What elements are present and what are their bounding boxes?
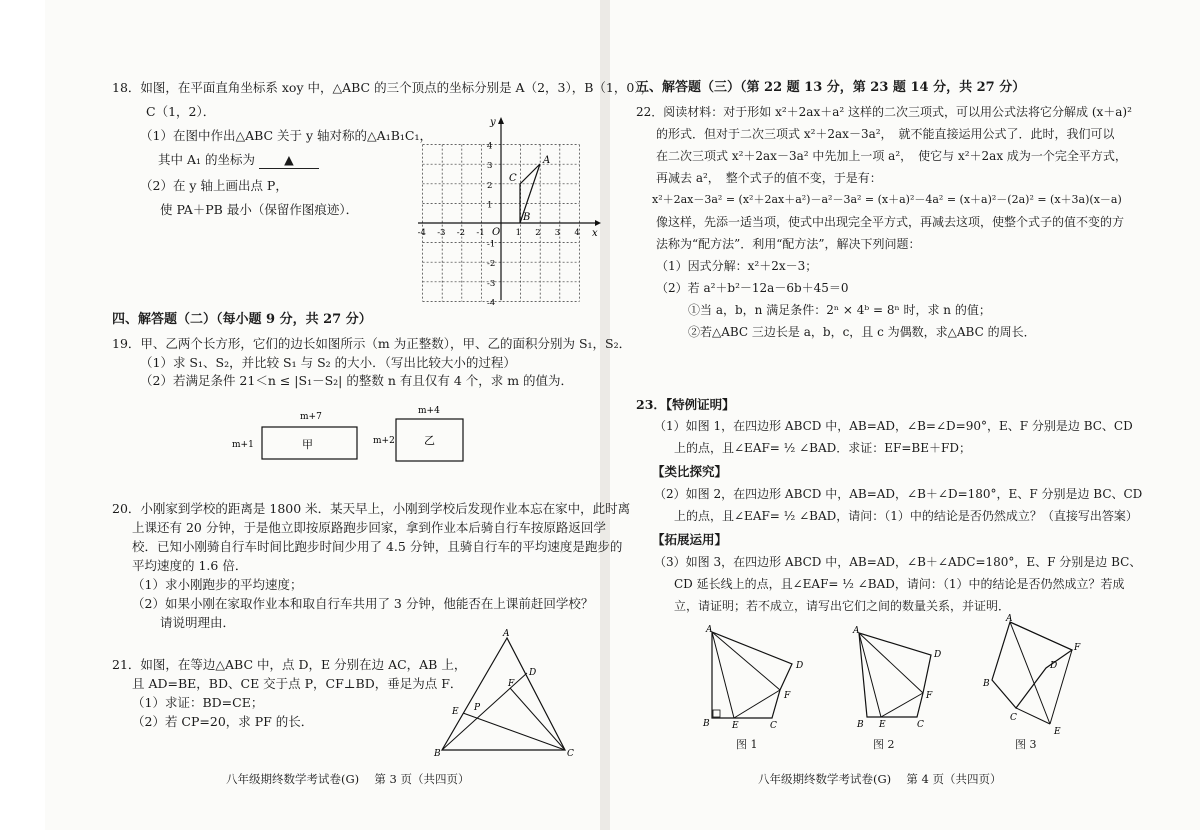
- q23-part2b: 上的点，且∠EAF= ½ ∠BAD，请问：（1）中的结论是否仍然成立？（直接写出答案）: [674, 509, 1138, 523]
- origin-label: O: [492, 227, 501, 238]
- label-e: E: [452, 707, 459, 717]
- x-tick-label: -4: [417, 228, 426, 238]
- q21-part1: （1）求证：BD=CE；: [132, 695, 264, 710]
- blank-triangle-icon: ▲: [284, 152, 294, 167]
- q22-part1: （1）因式分解：x²＋2x－3；: [656, 259, 818, 273]
- q20-line1: 20．小刚家到学校的距离是 1800 米．某天早上，小刚到学校后发现作业本忘在家中，此时离: [112, 501, 631, 516]
- q22-line5: x²＋2ax－3a² = (x²＋2ax＋a²)－a²－3a² = (x＋a)²－4a² = (x＋a)²－(2a)² = (x＋3a)(x－a): [652, 193, 1122, 206]
- figure-2-caption: 图 2: [873, 738, 895, 751]
- left-footer: 八年级期终数学考试卷(G) 第 3 页（共四页）: [226, 772, 470, 786]
- seg-ae-1: [712, 632, 734, 718]
- seg-ae-2: [859, 633, 881, 717]
- seg-af-1: [712, 632, 780, 690]
- q23-part1: （1）如图 1，在四边形 ABCD 中，AB=AD，∠B=∠D=90°，E、F 分别是边 BC、CD: [654, 419, 1133, 433]
- q23-subheading-2: 【类比探究】: [652, 464, 728, 479]
- y-tick-label: 1: [487, 200, 493, 211]
- q20-part2b: 请说明理由．: [160, 615, 236, 630]
- y-tick-label: -4: [487, 298, 496, 305]
- section-5-heading: 五、解答题（三）（第 22 题 13 分，第 23 题 14 分，共 27 分）: [636, 80, 1026, 95]
- y-axis-label: y: [490, 117, 496, 128]
- q19-part2: （2）若满足条件 21＜n ≤ |S₁－S₂| 的整数 n 有且仅有 4 个，求 m 的值为．: [140, 373, 574, 388]
- fig2-label-e: E: [879, 720, 886, 730]
- q18-part1b-text: 其中 A₁ 的坐标为: [158, 152, 255, 167]
- fig1-label-d: D: [796, 661, 804, 671]
- fig1-label-a: A: [706, 625, 713, 635]
- segment-ce: [463, 713, 565, 750]
- x-tick-label: -2: [456, 228, 466, 238]
- q21-part2: （2）若 CP=20，求 PF 的长．: [132, 714, 314, 729]
- q23-part3: （3）如图 3，在四边形 ABCD 中，AB=AD，∠B＋∠ADC=180°，E、F 分别是边 BC、: [654, 555, 1142, 569]
- figure-1-caption: 图 1: [736, 738, 758, 751]
- fig2-label-c: C: [917, 720, 924, 730]
- x-tick-label: 1: [515, 228, 522, 238]
- figure-2: [845, 625, 955, 730]
- q22-line3: 在二次三项式 x²＋2ax－3a² 中先加上一项 a²， 使它与 x²＋2ax 成为一个完全平方式，: [656, 149, 1127, 163]
- q21-line1: 21．如图，在等边△ABC 中，点 D，E 分别在边 AC，AB 上，: [112, 657, 467, 672]
- q18-line1: 18．如图，在平面直角坐标系 xoy 中，△ABC 的三个顶点的坐标分别是 A（2，3），B（1，0），: [112, 80, 654, 95]
- seg-ef-2: [881, 693, 923, 717]
- right-angle-b-icon: [713, 710, 720, 717]
- x-axis-label: x: [592, 228, 598, 239]
- q22-line4: 再减去 a²， 整个式子的值不变，于是有：: [656, 171, 882, 185]
- point-b-label: B: [523, 212, 531, 223]
- label-a: A: [503, 629, 510, 639]
- x-tick-label: 3: [554, 228, 561, 238]
- label-b: B: [434, 749, 441, 758]
- fig1-label-f: F: [784, 691, 791, 701]
- q18-part1: （1）在图中作出△ABC 关于 y 轴对称的△A₁B₁C₁，: [140, 128, 432, 143]
- fig3-label-f: F: [1074, 643, 1081, 653]
- q23-heading: 23．【特例证明】: [636, 397, 735, 412]
- q18-part2: （2）在 y 轴上画出点 P，: [140, 178, 288, 193]
- seg-af-2: [859, 633, 923, 693]
- x-tick-label: 2: [535, 228, 541, 238]
- label-c: C: [567, 749, 574, 758]
- label-d: D: [529, 668, 537, 678]
- q22-line7: 法称为“配方法”．利用“配方法”，解决下列问题：: [656, 237, 921, 251]
- fig2-label-b: B: [857, 720, 864, 730]
- point-c-label: C: [509, 173, 517, 184]
- q22-line2: 的形式．但对于二次三项式 x²＋2ax－3a²， 就不能直接运用公式了．此时，我们可以: [656, 127, 1115, 141]
- q21-line2: 且 AD=BE，BD、CE 交于点 P，CF⊥BD，垂足为点 F．: [132, 676, 463, 691]
- q21-equilateral-figure: [430, 628, 580, 758]
- fig2-label-f: F: [926, 691, 933, 701]
- rect-yi-side-label: m+2: [373, 436, 395, 446]
- answer-blank: [259, 152, 319, 169]
- fig1-label-b: B: [703, 719, 710, 729]
- q18-line2: C（1，2）．: [146, 104, 216, 119]
- fig1-label-e: E: [732, 721, 739, 731]
- label-p: P: [474, 703, 481, 713]
- fig2-label-d: D: [934, 650, 942, 660]
- y-tick-label: -3: [487, 278, 496, 289]
- fig1-label-c: C: [770, 721, 777, 731]
- y-tick-label: 2: [487, 180, 493, 191]
- y-tick-label: -2: [487, 259, 496, 270]
- q20-line4: 平均速度的 1.6 倍．: [132, 558, 248, 573]
- q23-part1b: 上的点，且∠EAF= ½ ∠BAD．求证：EF=BE＋FD；: [674, 441, 971, 455]
- figure-3-caption: 图 3: [1015, 738, 1037, 751]
- q22-part2a: ①当 a，b，n 满足条件：2ⁿ × 4ᵇ = 8ⁿ 时，求 n 的值；: [688, 303, 991, 317]
- q23-part3c: 立，请证明；若不成立，请写出它们之间的数量关系，并证明．: [674, 599, 1011, 613]
- q23-subheading-3: 【拓展运用】: [652, 532, 728, 547]
- x-tick-label: 4: [574, 228, 580, 238]
- q19-line1: 19．甲、乙两个长方形，它们的边长如图所示（m 为正整数），甲、乙的面积分别为 S₁，S₂．: [112, 336, 632, 351]
- q23-part2: （2）如图 2，在四边形 ABCD 中，AB=AD，∠B＋∠D=180°，E、F 分别是边 BC、CD: [654, 487, 1143, 501]
- x-axis-arrow-icon: [595, 220, 601, 226]
- y-axis-arrow-icon: [498, 117, 504, 124]
- q20-line2: 上课还有 20 分钟，于是他立即按原路跑步回家，拿到作业本后骑自行车按原路返回学: [132, 520, 606, 535]
- q18-part2b: 使 PA＋PB 最小（保留作图痕迹）．: [160, 202, 359, 217]
- q19-rectangles: [230, 405, 480, 465]
- section-4-heading: 四、解答题（二）（每小题 9 分，共 27 分）: [112, 312, 372, 327]
- y-tick-label: 3: [487, 161, 493, 172]
- q19-part1: （1）求 S₁、S₂，并比较 S₁ 与 S₂ 的大小．（写出比较大小的过程）: [140, 355, 516, 370]
- rect-yi-name: 乙: [424, 434, 435, 447]
- quad-abcd-3: [992, 622, 1072, 708]
- figure-1: [700, 622, 820, 732]
- y-tick-label: -1: [487, 239, 496, 250]
- quad-abcd-1: [712, 632, 792, 718]
- x-tick-label: -1: [476, 228, 485, 238]
- fig3-label-b: B: [983, 679, 990, 689]
- q20-part2: （2）如果小刚在家取作业本和取自行车共用了 3 分钟，他能否在上课前赶回学校？: [132, 596, 594, 611]
- rect-jia-top-label: m+7: [300, 412, 322, 422]
- fig3-label-d: D: [1050, 661, 1058, 671]
- right-footer: 八年级期终数学考试卷(G) 第 4 页（共四页）: [758, 772, 1002, 786]
- q18-part1b: [158, 152, 319, 169]
- q22-line1: 22．阅读材料：对于形如 x²＋2ax＋a² 这样的二次三项式，可以用公式法将它分解成 (x＋a)²: [636, 105, 1132, 119]
- rect-yi-top-label: m+4: [418, 406, 440, 416]
- point-a-label: A: [543, 155, 551, 166]
- y-tick-label: 4: [487, 141, 493, 152]
- q22-part2: （2）若 a²＋b²－12a－6b＋45＝0: [656, 281, 849, 295]
- q22-line6: 像这样，先添一适当项，使式中出现完全平方式，再减去这项，使整个式子的值不变的方: [656, 215, 1125, 229]
- q20-line3: 校．已知小刚骑自行车时间比跑步时间少用了 4.5 分钟，且骑自行车的平均速度是跑步的: [132, 539, 623, 554]
- label-f: F: [508, 679, 515, 689]
- coordinate-grid: [410, 115, 605, 305]
- rect-jia-side-label: m+1: [232, 440, 254, 450]
- fig3-label-c: C: [1010, 713, 1017, 723]
- q23-part3b: CD 延长线上的点，且∠EAF= ½ ∠BAD，请问：（1）中的结论是否仍然成立？若成: [674, 577, 1125, 591]
- fig3-label-e: E: [1054, 727, 1061, 737]
- q22-part2b: ②若△ABC 三边长是 a，b，c，且 c 为偶数，求△ABC 的周长．: [688, 325, 1036, 339]
- q20-part1: （1）求小刚跑步的平均速度；: [132, 577, 303, 592]
- figure-3: [980, 612, 1090, 737]
- fig3-label-a: A: [1006, 614, 1013, 624]
- rect-jia-name: 甲: [302, 438, 313, 451]
- fig2-label-a: A: [853, 626, 860, 636]
- x-tick-label: -3: [437, 228, 446, 238]
